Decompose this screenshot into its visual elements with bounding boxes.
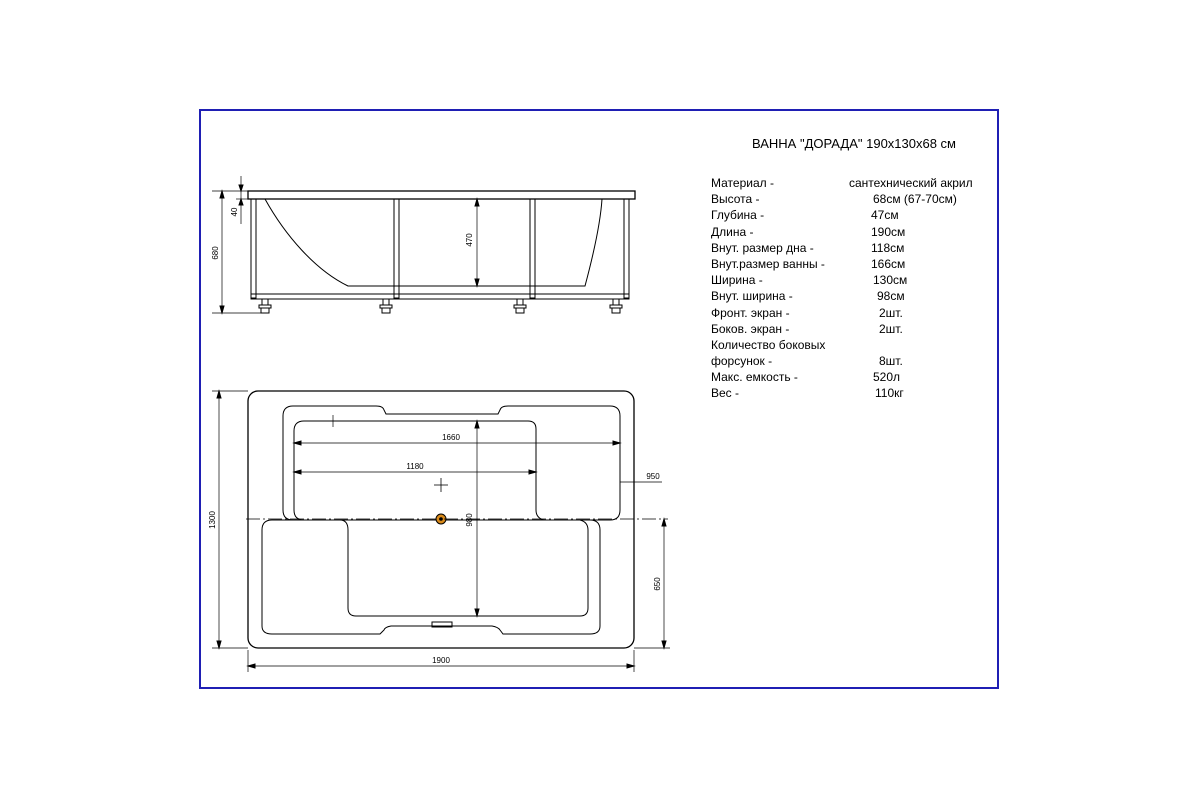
- tub-shell: [265, 199, 602, 286]
- dim-inner-length: 1660: [442, 433, 460, 442]
- dim-rim: 40: [230, 207, 239, 217]
- dim-half-width: 650: [653, 577, 662, 591]
- spec-label: Материал -: [711, 176, 774, 190]
- side-view: [212, 176, 635, 313]
- top-view: [212, 391, 670, 672]
- dim-width: 1300: [208, 511, 217, 529]
- spec-value: 190см: [871, 224, 906, 239]
- spec-label: Глубина -: [711, 208, 765, 223]
- spec-value: 130см: [873, 273, 908, 288]
- dim-inner-width: 950: [646, 472, 660, 481]
- spec-label: Ширина -: [711, 273, 763, 288]
- spec-value: 110кг: [875, 386, 904, 401]
- spec-value: 2шт.: [879, 321, 903, 336]
- spec-label: Длина -: [711, 224, 754, 239]
- dim-bottom-width: 980: [465, 513, 474, 527]
- spec-value: сантехнический акрил: [849, 176, 973, 190]
- spec-label: форсунок -: [711, 354, 773, 369]
- spec-label: Фронт. экран -: [711, 305, 790, 320]
- frame-right-post: [624, 199, 629, 298]
- spec-label: Количество боковых: [711, 337, 826, 352]
- spec-label: Макс. емкость -: [711, 370, 798, 385]
- frame-bottom-rail: [251, 294, 629, 299]
- spec-value: 8шт.: [879, 354, 903, 369]
- spec-label: Внут.размер ванны -: [711, 256, 825, 271]
- spec-value: 2шт.: [879, 305, 903, 320]
- spec-value: 520л: [873, 370, 901, 385]
- tub-rim: [248, 191, 635, 199]
- frame-left-post: [251, 199, 256, 298]
- dim-length: 1900: [432, 656, 450, 665]
- spec-value: 166см: [871, 256, 906, 271]
- dim-bottom-length: 1180: [406, 462, 424, 471]
- spec-value: 47см: [871, 208, 899, 223]
- spec-label: Внут. размер дна -: [711, 240, 814, 255]
- frame-feet: [259, 299, 622, 313]
- lower-basin: [340, 520, 588, 616]
- spec-value: 68см (67-70см): [873, 192, 957, 207]
- spec-value: 98см: [877, 289, 905, 304]
- dim-depth: 470: [465, 233, 474, 247]
- spec-label: Высота -: [711, 192, 760, 207]
- lower-seat-outer: [262, 520, 600, 634]
- upper-seat-outer: [283, 406, 620, 520]
- spec-label: Вес -: [711, 386, 740, 401]
- spec-value: 118см: [871, 240, 905, 255]
- drawing-title: ВАННА "ДОРАДА" 190х130х68 см: [752, 136, 956, 151]
- spec-label: Внут. ширина -: [711, 289, 793, 304]
- frame-post-1: [394, 199, 399, 298]
- dim-height-total: 680: [211, 246, 220, 260]
- frame-post-2: [530, 199, 535, 298]
- spec-label: Боков. экран -: [711, 321, 790, 336]
